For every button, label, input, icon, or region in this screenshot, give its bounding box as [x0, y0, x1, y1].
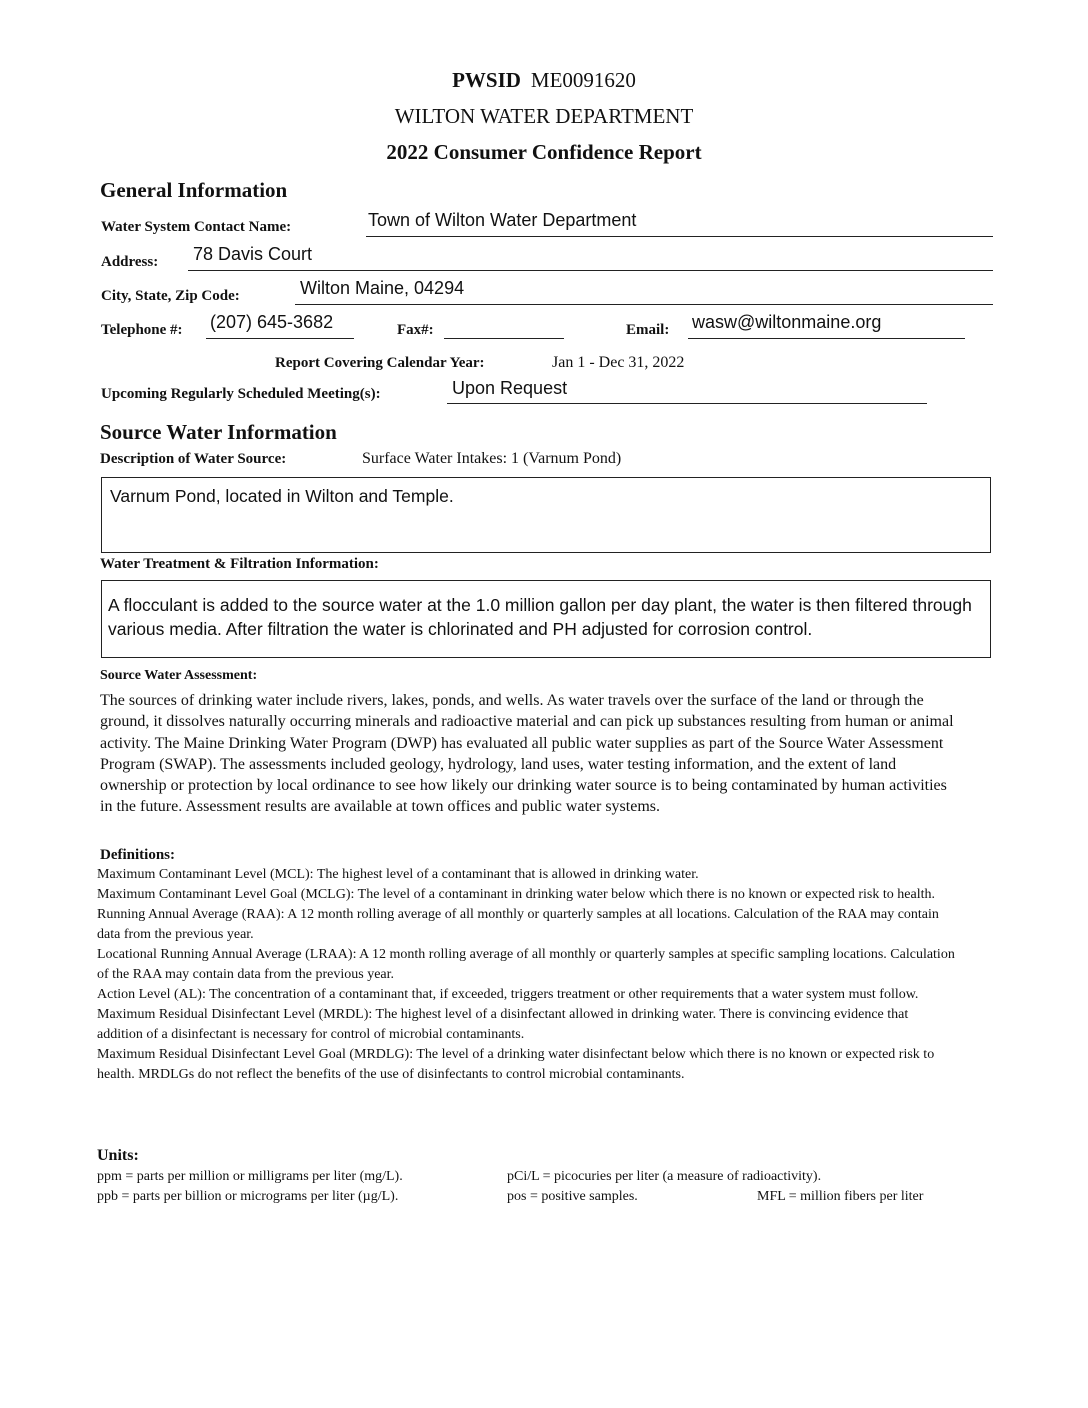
- meeting-underline: [447, 403, 927, 404]
- report-year-label: Report Covering Calendar Year:: [275, 355, 485, 371]
- pwsid-label: PWSID: [452, 68, 521, 92]
- email-label: Email:: [626, 322, 670, 338]
- city-state-zip-field[interactable]: Wilton Maine, 04294: [300, 278, 465, 298]
- city-state-zip-underline: [295, 304, 993, 305]
- pwsid-line: [0, 68, 1088, 93]
- telephone-label: Telephone #:: [101, 322, 183, 338]
- pwsid-value: ME0091620: [530, 68, 636, 92]
- address-underline: [188, 270, 993, 271]
- general-information-heading: General Information: [100, 178, 288, 202]
- definitions-heading: Definitions:: [100, 847, 175, 863]
- unit-ppb: ppb = parts per billion or micrograms per liter (µg/L).: [97, 1189, 399, 1204]
- address-label: Address:: [101, 254, 159, 270]
- city-state-zip-label: City, State, Zip Code:: [101, 288, 240, 304]
- unit-pos: pos = positive samples.: [507, 1189, 638, 1204]
- address-field[interactable]: 78 Davis Court: [193, 244, 313, 264]
- source-water-assessment-label: Source Water Assessment:: [100, 668, 258, 683]
- unit-mfl: MFL = million fibers per liter: [757, 1189, 924, 1204]
- water-source-text: Varnum Pond, located in Wilton and Temple.: [110, 486, 454, 506]
- units-heading: Units:: [97, 1147, 139, 1164]
- water-source-description-value: Surface Water Intakes: 1 (Varnum Pond): [362, 450, 622, 467]
- definitions-list: [97, 865, 957, 1085]
- water-source-description-label: Description of Water Source:: [100, 451, 287, 467]
- water-source-textbox[interactable]: [101, 477, 991, 553]
- contact-name-field[interactable]: Town of Wilton Water Department: [368, 210, 637, 230]
- unit-ppm: ppm = parts per million or milligrams per liter (mg/L).: [97, 1169, 403, 1184]
- treatment-label: Water Treatment & Filtration Information:: [100, 556, 379, 572]
- contact-name-label: Water System Contact Name:: [101, 219, 292, 235]
- definition-raa: Running Annual Average (RAA): A 12 month rolling average of all monthly or quarterly samples at all locations. Calculation of the RAA may contain data from the previous year.: [97, 907, 939, 942]
- definition-lraa: Locational Running Annual Average (LRAA): A 12 month rolling average of all monthly or quarterly samples at specific sampling locations. Calculation of the RAA may contain data from the previous year.: [97, 947, 955, 982]
- treatment-textbox[interactable]: [101, 580, 991, 658]
- fax-underline: [444, 338, 564, 339]
- contact-name-underline: [366, 236, 993, 237]
- meeting-field[interactable]: Upon Request: [452, 378, 568, 398]
- report-title: 2022 Consumer Confidence Report: [386, 140, 702, 164]
- definition-al: Action Level (AL): The concentration of a contaminant that, if exceeded, triggers treatment or other requirements that a water system must follow.: [97, 987, 919, 1002]
- email-field[interactable]: wasw@wiltonmaine.org: [692, 312, 882, 332]
- telephone-field[interactable]: (207) 645-3682: [210, 312, 334, 332]
- meeting-label: Upcoming Regularly Scheduled Meeting(s):: [101, 386, 381, 402]
- email-underline: [688, 338, 965, 339]
- definition-mrdlg: Maximum Residual Disinfectant Level Goal (MRDLG): The level of a drinking water disinfectant below which there is no known or expected risk to health. MRDLGs do not reflect the benefits of the use of disinfectants to control microbial contaminants.: [97, 1047, 935, 1082]
- unit-pci: pCi/L = picocuries per liter (a measure of radioactivity).: [507, 1169, 822, 1184]
- source-water-assessment-text: The sources of drinking water include rivers, lakes, ponds, and wells. As water travels over the surface of the land or through the ground, it dissolves naturally occurring minerals and radioactive material and can pick up substances resulting from human or animal activity. The Maine Drinking Water Program (DWP) has evaluated all public water supplies as part of the Source Water Assessment Program (SWAP). The assessments included geology, hydrology, land uses, water testing information, and the extent of land ownership or protection by local ordinance to see how likely our drinking water source is to being contaminated by human activities in the future. Assessment results are available at town offices and public water systems.: [100, 692, 954, 816]
- definition-mcl: Maximum Contaminant Level (MCL): The highest level of a contaminant that is allowed in drinking water.: [97, 867, 699, 882]
- telephone-underline: [206, 338, 354, 339]
- definition-mrdl: Maximum Residual Disinfectant Level (MRDL): The highest level of a disinfectant allowed in drinking water. There is convincing evidence that addition of a disinfectant is necessary for control of microbial contaminants.: [97, 1007, 909, 1042]
- department-name: WILTON WATER DEPARTMENT: [394, 104, 694, 128]
- treatment-text: A flocculant is added to the source water at the 1.0 million gallon per day plant, the water is then filtered through various media. After filtration the water is chlorinated and PH adjusted for corrosion control.: [108, 595, 972, 639]
- source-water-heading: Source Water Information: [100, 420, 337, 444]
- definition-mclg: Maximum Contaminant Level Goal (MCLG): The level of a contaminant in drinking water below which there is no known or expected risk to health.: [97, 887, 935, 902]
- fax-label: Fax#:: [397, 322, 434, 338]
- report-year-value: Jan 1 - Dec 31, 2022: [552, 354, 685, 371]
